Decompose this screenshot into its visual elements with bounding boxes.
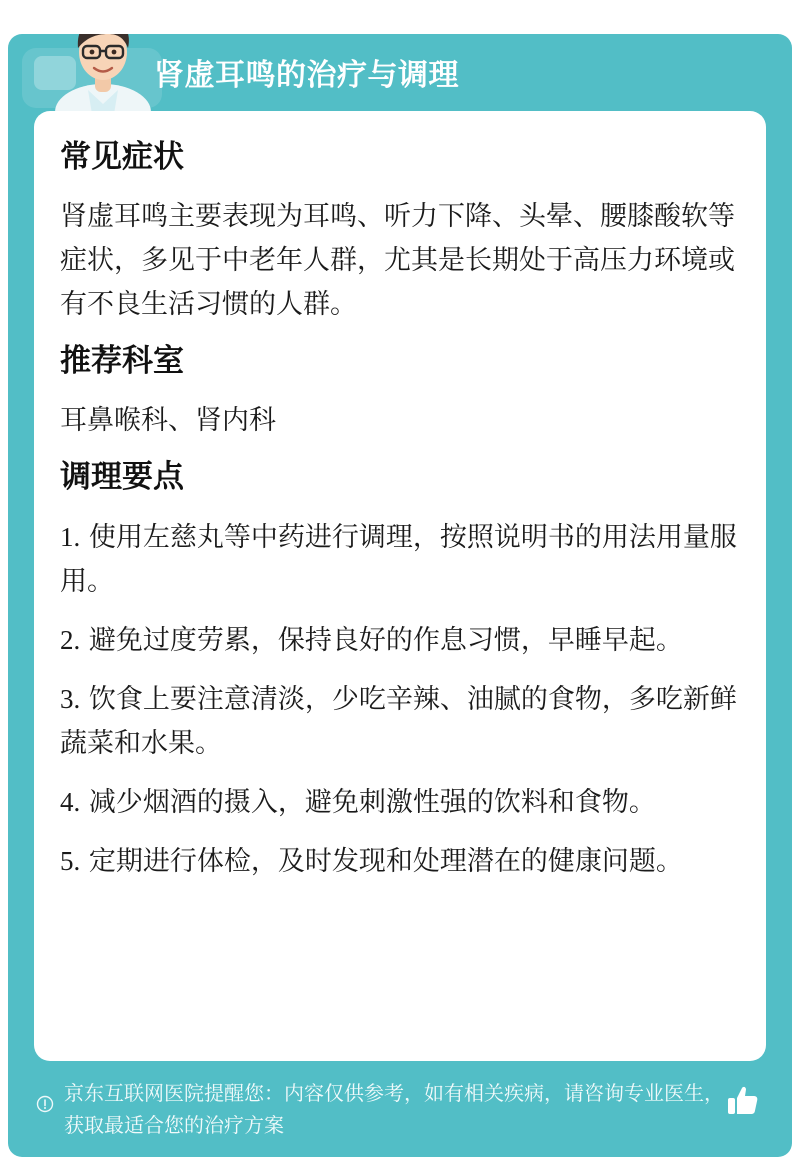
care-item-number: 1. [60, 522, 81, 552]
departments-heading: 推荐科室 [60, 343, 184, 379]
care-heading: 调理要点 [60, 459, 184, 495]
care-item-number: 3. [60, 684, 81, 714]
care-item-text: 使用左慈丸等中药进行调理，按照说明书的用法用量服用。 [60, 522, 737, 597]
care-item-number: 5. [60, 846, 81, 876]
disclaimer-text: 京东互联网医院提醒您：内容仅供参考，如有相关疾病，请咨询专业医生，获取最适合您的治疗方案 [64, 1081, 724, 1137]
care-item-5 [60, 839, 740, 884]
care-item-text: 减少烟酒的摄入，避免刺激性强的饮料和食物。 [80, 787, 656, 818]
doctor-avatar-icon [48, 34, 158, 114]
page-title: 肾虚耳鸣的治疗与调理 [154, 58, 459, 93]
care-item-1 [60, 515, 740, 604]
care-item-2 [60, 618, 740, 663]
departments-text: 耳鼻喉科、肾内科 [60, 405, 276, 436]
content-body [60, 137, 740, 898]
care-item-3 [60, 677, 740, 766]
symptoms-text: 肾虚耳鸣主要表现为耳鸣、听力下降、头晕、腰膝酸软等症状，多见于中老年人群，尤其是长期处于高压力环境或有不良生活习惯的人群。 [60, 201, 735, 320]
care-item-4 [60, 780, 740, 825]
care-item-number: 2. [60, 625, 81, 655]
care-item-text: 饮食上要注意清淡，少吃辛辣、油腻的食物，多吃新鲜蔬菜和水果。 [60, 684, 737, 759]
info-icon [36, 1095, 54, 1113]
care-item-text: 定期进行体检，及时发现和处理潜在的健康问题。 [80, 846, 683, 877]
disclaimer-footer [36, 1077, 726, 1141]
care-item-text: 避免过度劳累，保持良好的作息习惯，早睡早起。 [80, 625, 683, 656]
symptoms-heading: 常见症状 [60, 139, 184, 175]
recommendation-panel [8, 34, 792, 1157]
care-item-number: 4. [60, 787, 81, 817]
content-card [34, 111, 766, 1061]
thumbs-up-icon[interactable] [725, 1083, 761, 1119]
